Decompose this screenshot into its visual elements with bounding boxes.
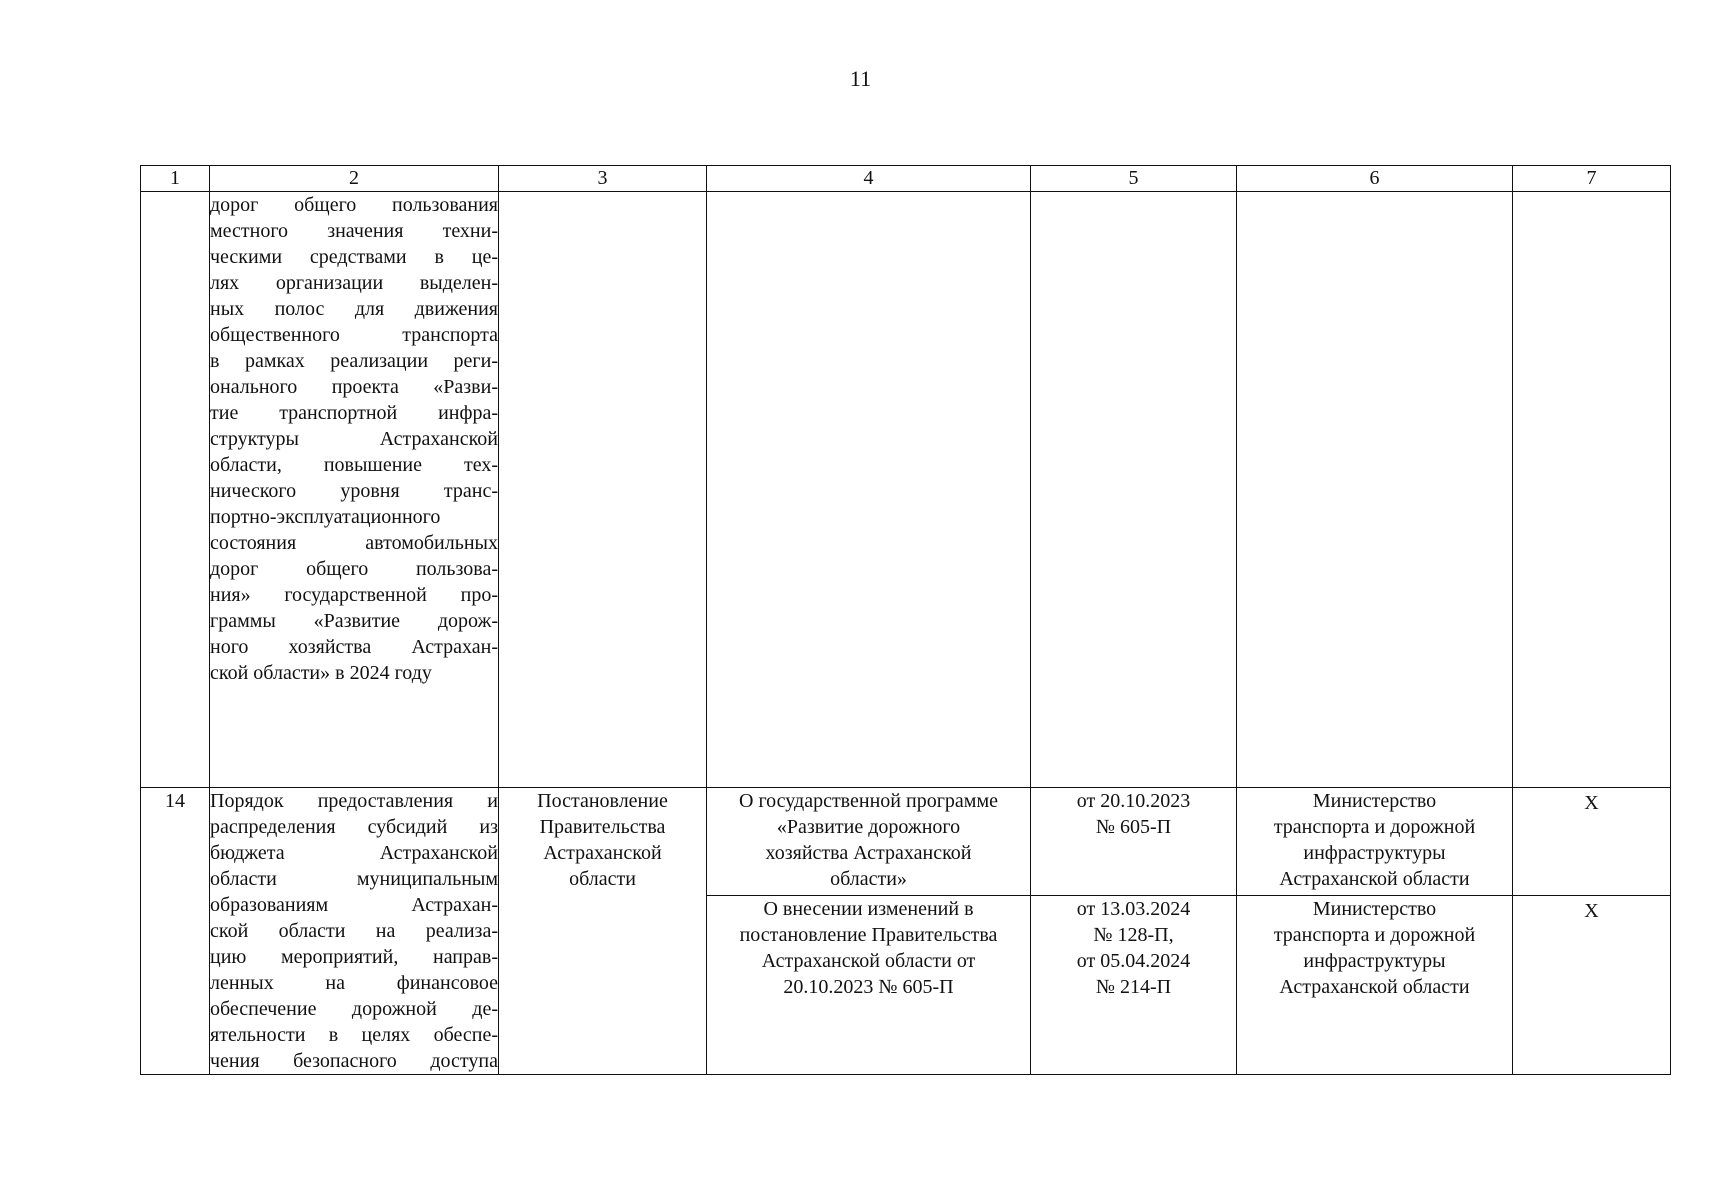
text-line: распределения субсидий из [210, 816, 498, 838]
text-line: «Развитие дорожного [776, 816, 961, 838]
cell-number-empty [141, 192, 210, 788]
text-line: чения безопасного доступа [210, 1050, 498, 1072]
text-line: № 214-П [1095, 976, 1172, 998]
text-line: ческими средствами в це- [210, 246, 498, 268]
cell-empty [1513, 192, 1671, 788]
header-col-4: 4 [707, 166, 1031, 192]
document-table [140, 165, 1671, 1075]
text-line: транспорта и дорожной [1273, 924, 1476, 946]
text-line: № 605-П [1095, 816, 1172, 838]
text-line: цию мероприятий, направ- [210, 946, 498, 968]
text-line: транспорта и дорожной [1273, 816, 1476, 838]
header-col-5: 5 [1031, 166, 1237, 192]
text-line: местного значения техни- [210, 220, 498, 242]
cell-row14-description [210, 788, 499, 1075]
table-row-continued [141, 192, 1671, 788]
cell-agency-2 [1237, 896, 1513, 1075]
text-line: Астраханской области [1279, 976, 1470, 998]
text-line: ных полос для движения [210, 298, 498, 320]
text-line: образованиям Астрахан- [210, 894, 498, 916]
text-line: портно-эксплуатационного [210, 506, 441, 528]
text-line: инфраструктуры [1303, 842, 1446, 864]
cell-doc-type [499, 788, 707, 1075]
cell-agency-1 [1237, 788, 1513, 896]
cell-doc-title-2 [707, 896, 1031, 1075]
text-line: хозяйства Астраханской [765, 842, 972, 864]
table-row-14 [141, 788, 1671, 896]
row-number: 14 [141, 788, 210, 1075]
header-col-1: 1 [141, 166, 210, 192]
text-line: нического уровня транс- [210, 480, 498, 502]
text-line: ленных на финансовое [210, 972, 498, 994]
text-line: области, повышение тех- [210, 454, 498, 476]
cell-empty [1237, 192, 1513, 788]
page-number: 11 [849, 66, 872, 91]
cell-empty [707, 192, 1031, 788]
text-line: дорог общего пользования [210, 194, 498, 216]
text-line: тие транспортной инфра- [210, 402, 498, 424]
cell-mark-2 [1513, 896, 1671, 1075]
text-line: от 05.04.2024 [1076, 950, 1191, 972]
cell-continued-description [210, 192, 499, 788]
text-line: Министерство [1312, 790, 1437, 812]
text-line: ного хозяйства Астрахан- [210, 636, 498, 658]
text-line: общественного транспорта [210, 324, 498, 346]
text-line: 20.10.2023 № 605-П [783, 976, 954, 998]
cell-empty [1031, 192, 1237, 788]
text-line: ния» государственной про- [210, 584, 498, 606]
text-line: Астраханской области [1279, 868, 1470, 890]
text-line: бюджета Астраханской [210, 842, 498, 864]
text-line: Правительства [539, 816, 666, 838]
text-line: О государственной программе [739, 790, 998, 812]
text-line: от 20.10.2023 [1076, 790, 1191, 812]
header-col-6: 6 [1237, 166, 1513, 192]
cell-doc-date-2 [1031, 896, 1237, 1075]
text-line: ятельности в целях обеспе- [210, 1024, 498, 1046]
x-mark: Х [1584, 900, 1599, 922]
text-line: № 128-П, [1093, 924, 1174, 946]
text-line: ской области» в 2024 году [210, 662, 432, 684]
text-line: структуры Астраханской [210, 428, 498, 450]
cell-empty [499, 192, 707, 788]
text-line: обеспечение дорожной де- [210, 998, 498, 1020]
cell-mark-1 [1513, 788, 1671, 896]
text-line: Порядок предоставления и [210, 790, 498, 812]
header-col-3: 3 [499, 166, 707, 192]
text-line: от 13.03.2024 [1076, 898, 1191, 920]
text-line: области [569, 868, 636, 890]
text-line: области» [830, 868, 907, 890]
text-line: ской области на реализа- [210, 920, 498, 942]
text-line: онального проекта «Разви- [210, 376, 498, 398]
header-col-7: 7 [1513, 166, 1671, 192]
text-line: состояния автомобильных [210, 532, 498, 554]
text-line: граммы «Развитие дорож- [210, 610, 498, 632]
cell-doc-title-1 [707, 788, 1031, 896]
text-line: Министерство [1312, 898, 1437, 920]
header-col-2: 2 [210, 166, 499, 192]
x-mark: Х [1584, 792, 1599, 814]
text-line: в рамках реализации реги- [210, 350, 498, 372]
cell-doc-date-1 [1031, 788, 1237, 896]
text-line: лях организации выделен- [210, 272, 498, 294]
text-line: Астраханской [543, 842, 662, 864]
text-line: постановление Правительства [739, 924, 998, 946]
text-line: области муниципальным [210, 868, 498, 890]
text-line: дорог общего пользова- [210, 558, 498, 580]
text-line: Астраханской области от [761, 950, 976, 972]
text-line: инфраструктуры [1303, 950, 1446, 972]
text-line: Постановление [537, 790, 668, 812]
header-row [141, 166, 1671, 192]
text-line: О внесении изменений в [763, 898, 974, 920]
